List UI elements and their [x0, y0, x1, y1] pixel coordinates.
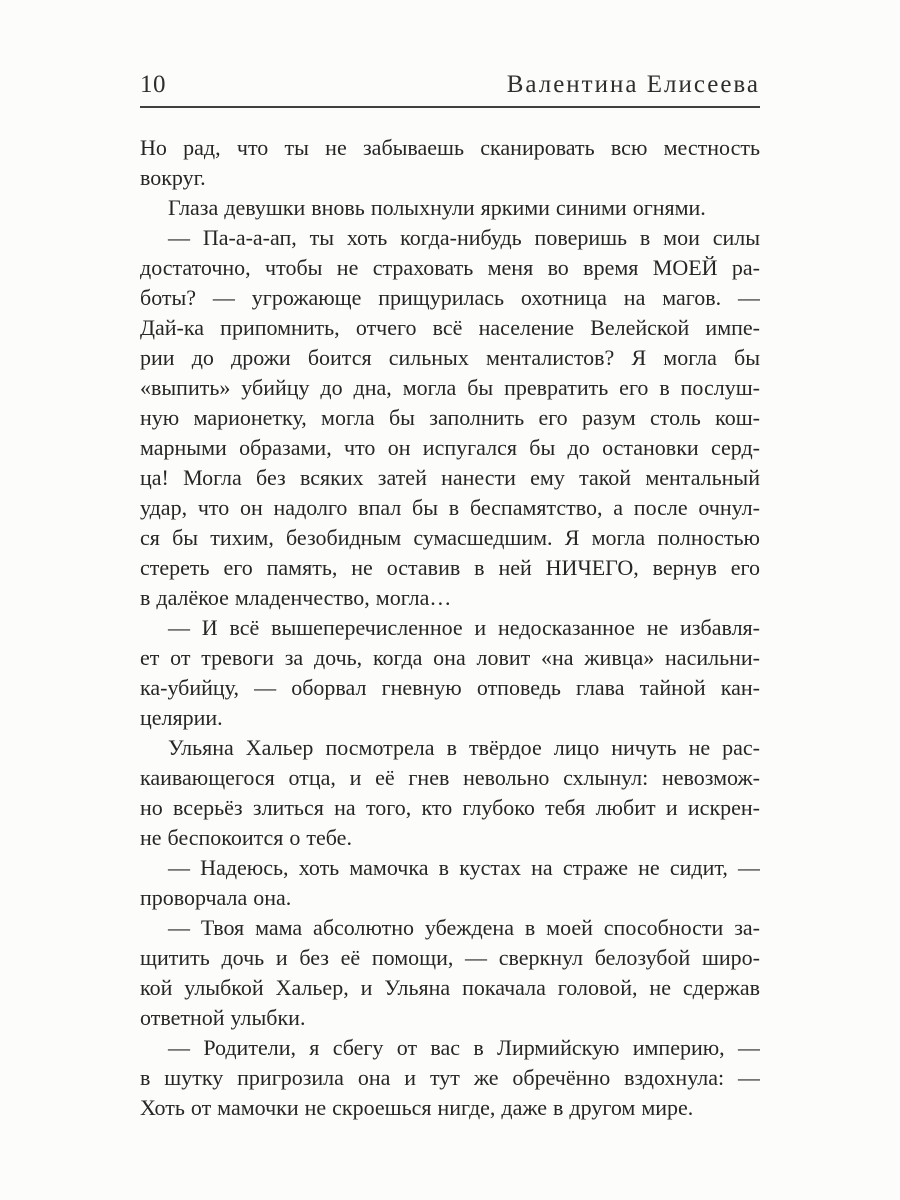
paragraph [140, 133, 760, 193]
running-header [140, 70, 760, 100]
paragraph [140, 913, 760, 1033]
text-line: ет от тревоги за дочь, когда она ловит «на живца» насильни- [140, 645, 760, 670]
text-line: целярии. [140, 705, 223, 730]
paragraph [140, 223, 760, 613]
paragraph [140, 733, 760, 853]
text-line: Ульяна Хальер посмотрела в твёрдое лицо ничуть не рас- [168, 735, 760, 760]
text-line: не беспокоится о тебе. [140, 825, 352, 850]
running-head-author: Валентина Елисеева [506, 71, 760, 98]
text-line: — И всё вышеперечисленное и недосказанное не избавля- [168, 615, 760, 640]
text-line: «выпить» убийцу до дна, могла бы превратить его в послуш- [140, 375, 760, 400]
text-line: кой улыбкой Хальер, и Ульяна покачала головой, не сдержав [140, 975, 760, 1000]
text-line: — Родители, я сбегу от вас в Лирмийскую империю, — [168, 1035, 760, 1060]
text-line: рии до дрожи боится сильных менталистов? Я могла бы [140, 345, 760, 370]
text-line: стереть его память, не оставив в ней НИЧЕГО, вернув его [140, 555, 760, 580]
text-line: вокруг. [140, 165, 206, 190]
text-line: — Надеюсь, хоть мамочка в кустах на страже не сидит, — [168, 855, 760, 880]
text-line: но всерьёз злиться на того, кто глубоко тебя любит и искрен- [140, 795, 760, 820]
text-line: боты? — угрожающе прищурилась охотница на магов. — [140, 285, 760, 310]
text-line: Хоть от мамочки не скроешься нигде, даже в другом мире. [140, 1095, 694, 1120]
text-line: в далёкое младенчество, могла… [140, 585, 452, 610]
text-line: ка-убийцу, — оборвал гневную отповедь глава тайной кан- [140, 675, 760, 700]
paragraph [140, 193, 760, 223]
page-number: 10 [140, 71, 166, 98]
text-line: ответной улыбки. [140, 1005, 306, 1030]
text-line: ную марионетку, могла бы заполнить его разум столь кош- [140, 405, 760, 430]
text-line: ца! Могла без всяких затей нанести ему такой ментальный [140, 465, 760, 490]
text-line: щитить дочь и без её помощи, — сверкнул белозубой широ- [140, 945, 760, 970]
text-line: — Твоя мама абсолютно убеждена в моей способности за- [168, 915, 760, 940]
paragraph [140, 853, 760, 913]
header-rule [140, 106, 760, 108]
text-line: марными образами, что он испугался бы до остановки серд- [140, 435, 760, 460]
text-line: в шутку пригрозила она и тут же обречённо вздохнула: — [140, 1065, 760, 1090]
text-line: Глаза девушки вновь полыхнули яркими синими огнями. [168, 195, 706, 220]
paragraph [140, 1033, 760, 1123]
text-line: — Па-а-а-ап, ты хоть когда-нибудь поверишь в мои силы [168, 225, 760, 250]
text-line: достаточно, чтобы не страховать меня во время МОЕЙ ра- [140, 255, 760, 280]
text-line: Но рад, что ты не забываешь сканировать всю местность [140, 135, 760, 160]
text-line: проворчала она. [140, 885, 292, 910]
text-line: удар, что он надолго впал бы в беспамятство, а после очнул- [140, 495, 760, 520]
body-text [140, 133, 760, 1123]
text-line: каивающегося отца, и её гнев невольно схлынул: невозмож- [140, 765, 760, 790]
paragraph [140, 613, 760, 733]
text-line: ся бы тихим, безобидным сумасшедшим. Я могла полностью [140, 525, 760, 550]
text-line: Дай-ка припомнить, отчего всё население Велейской импе- [140, 315, 760, 340]
